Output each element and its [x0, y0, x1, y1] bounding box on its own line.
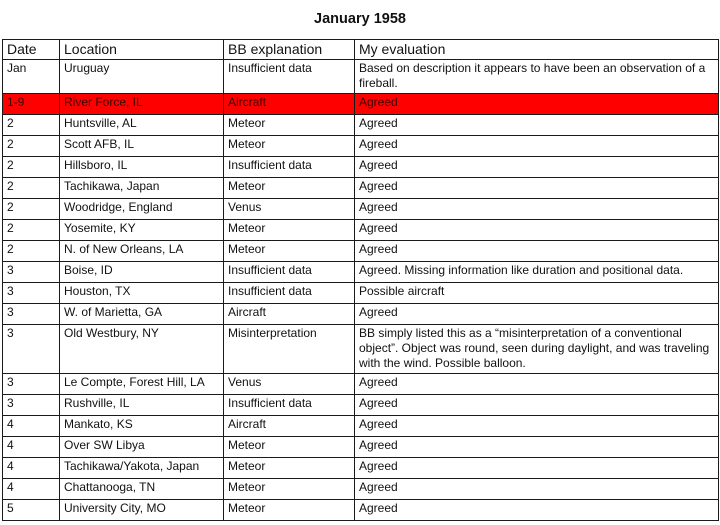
table-row-highlighted — [3, 94, 719, 115]
table-row — [3, 304, 719, 325]
cell-bb-explanation: Meteor — [224, 479, 355, 500]
cell-date: 2 — [3, 115, 60, 136]
cell-location: Le Compte, Forest Hill, LA — [60, 374, 224, 395]
cell-bb-explanation: Insufficient data — [224, 283, 355, 304]
table-row — [3, 283, 719, 304]
table-row — [3, 458, 719, 479]
cell-date: 4 — [3, 437, 60, 458]
table-row — [3, 262, 719, 283]
cell-evaluation: Agreed — [355, 416, 719, 437]
cell-location: Chattanooga, TN — [60, 479, 224, 500]
cell-location: Boise, ID — [60, 262, 224, 283]
cell-location: Old Westbury, NY — [60, 325, 224, 374]
cell-bb-explanation: Misinterpretation — [224, 325, 355, 374]
cell-evaluation: Agreed — [355, 304, 719, 325]
cell-date: 1-9 — [3, 94, 60, 115]
page-title: January 1958 — [314, 11, 406, 27]
cell-location: Over SW Libya — [60, 437, 224, 458]
cell-evaluation: Agreed — [355, 500, 719, 521]
table-row — [3, 199, 719, 220]
cell-bb-explanation: Insufficient data — [224, 60, 355, 94]
cell-evaluation: Agreed — [355, 479, 719, 500]
cell-evaluation: Agreed — [355, 178, 719, 199]
cell-date: 4 — [3, 416, 60, 437]
table-row — [3, 136, 719, 157]
cell-date: 3 — [3, 374, 60, 395]
cell-bb-explanation: Aircraft — [224, 304, 355, 325]
cell-bb-explanation: Meteor — [224, 178, 355, 199]
table-header-row — [3, 40, 719, 60]
cell-bb-explanation: Aircraft — [224, 94, 355, 115]
cell-evaluation: Possible aircraft — [355, 283, 719, 304]
table-row — [3, 115, 719, 136]
cell-date: 2 — [3, 178, 60, 199]
cell-date: 3 — [3, 262, 60, 283]
cell-location: Woodridge, England — [60, 199, 224, 220]
cell-bb-explanation: Venus — [224, 374, 355, 395]
cell-date: 2 — [3, 136, 60, 157]
cell-bb-explanation: Venus — [224, 199, 355, 220]
cell-evaluation: Agreed — [355, 395, 719, 416]
cell-bb-explanation: Meteor — [224, 241, 355, 262]
cell-evaluation: Agreed — [355, 220, 719, 241]
table-row — [3, 178, 719, 199]
cell-evaluation: Agreed — [355, 115, 719, 136]
table-row — [3, 60, 719, 94]
cell-bb-explanation: Insufficient data — [224, 395, 355, 416]
cell-evaluation: Agreed — [355, 241, 719, 262]
cell-evaluation: Agreed — [355, 199, 719, 220]
table-row — [3, 374, 719, 395]
table-row — [3, 220, 719, 241]
cell-evaluation: Agreed — [355, 94, 719, 115]
cell-bb-explanation: Meteor — [224, 220, 355, 241]
cell-location: Houston, TX — [60, 283, 224, 304]
table-row — [3, 241, 719, 262]
cell-location: Huntsville, AL — [60, 115, 224, 136]
cell-evaluation: Agreed — [355, 136, 719, 157]
table-row — [3, 325, 719, 374]
cell-evaluation: BB simply listed this as a “misinterpretation of a conventional object”. Object was round, seen during daylight, and was traveling with the wind. Possible balloon. — [355, 325, 719, 374]
cell-location: W. of Marietta, GA — [60, 304, 224, 325]
cell-date: 3 — [3, 395, 60, 416]
cell-bb-explanation: Insufficient data — [224, 262, 355, 283]
table-row — [3, 395, 719, 416]
cell-evaluation: Agreed — [355, 157, 719, 178]
cell-location: Tachikawa/Yakota, Japan — [60, 458, 224, 479]
sightings-table — [2, 39, 719, 521]
cell-date: 4 — [3, 479, 60, 500]
cell-date: 4 — [3, 458, 60, 479]
cell-bb-explanation: Meteor — [224, 437, 355, 458]
cell-evaluation: Agreed — [355, 458, 719, 479]
cell-location: Yosemite, KY — [60, 220, 224, 241]
cell-date: 5 — [3, 500, 60, 521]
table-row — [3, 500, 719, 521]
cell-evaluation: Based on description it appears to have been an observation of a fireball. — [355, 60, 719, 94]
cell-evaluation: Agreed. Missing information like duration and positional data. — [355, 262, 719, 283]
cell-bb-explanation: Meteor — [224, 115, 355, 136]
header-date: Date — [3, 40, 60, 60]
cell-bb-explanation: Aircraft — [224, 416, 355, 437]
cell-location: University City, MO — [60, 500, 224, 521]
cell-bb-explanation: Meteor — [224, 500, 355, 521]
cell-date: Jan — [3, 60, 60, 94]
cell-location: Uruguay — [60, 60, 224, 94]
table-row — [3, 416, 719, 437]
cell-date: 3 — [3, 304, 60, 325]
cell-location: Tachikawa, Japan — [60, 178, 224, 199]
cell-location: N. of New Orleans, LA — [60, 241, 224, 262]
cell-location: Hillsboro, IL — [60, 157, 224, 178]
cell-date: 2 — [3, 220, 60, 241]
cell-location: Mankato, KS — [60, 416, 224, 437]
cell-bb-explanation: Meteor — [224, 458, 355, 479]
table-row — [3, 479, 719, 500]
cell-date: 3 — [3, 283, 60, 304]
cell-date: 2 — [3, 199, 60, 220]
cell-bb-explanation: Insufficient data — [224, 157, 355, 178]
cell-date: 2 — [3, 157, 60, 178]
cell-date: 3 — [3, 325, 60, 374]
header-my-evaluation: My evaluation — [355, 40, 719, 60]
cell-bb-explanation: Meteor — [224, 136, 355, 157]
cell-location: Scott AFB, IL — [60, 136, 224, 157]
table-body — [3, 60, 719, 521]
header-location: Location — [60, 40, 224, 60]
table-row — [3, 437, 719, 458]
cell-evaluation: Agreed — [355, 374, 719, 395]
cell-evaluation: Agreed — [355, 437, 719, 458]
table-row — [3, 157, 719, 178]
cell-date: 2 — [3, 241, 60, 262]
cell-location: Rushville, IL — [60, 395, 224, 416]
header-bb-explanation: BB explanation — [224, 40, 355, 60]
cell-location: River Force, IL — [60, 94, 224, 115]
